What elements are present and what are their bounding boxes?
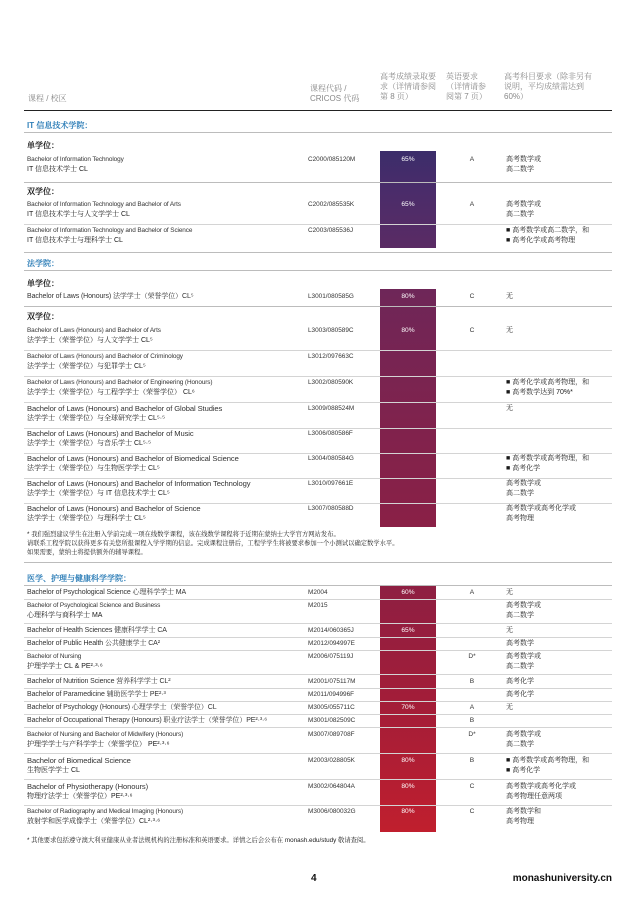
page-number: 4 <box>311 873 317 884</box>
subject-line-1: 高考化学 <box>506 678 534 685</box>
course-zh: IT 信息技术学士与理科学士 CL <box>27 237 123 244</box>
course-code: L3001/080585G <box>308 293 354 300</box>
subject-line-2: ■ 高考化学 <box>506 465 541 472</box>
course-code: M3002/064804A <box>308 783 355 790</box>
section-title-law: 法学院： <box>27 259 59 268</box>
course-code: M2012/094997E <box>308 640 355 647</box>
course-code: L3012/097663C <box>308 353 354 360</box>
row-divider <box>24 688 612 689</box>
section-divider <box>24 132 612 133</box>
header-score: 高考成绩录取要求（详情请参阅第 8 页） <box>380 72 436 101</box>
course-zh: 放射学和医学成像学士（荣誉学位）CL²·³·⁶ <box>27 818 161 825</box>
course-en: Bachelor of Psychological Science and Business <box>27 602 161 609</box>
row-divider <box>24 714 612 715</box>
course-zh: 护理学学士 CL & PE²·³·⁶ <box>27 663 103 670</box>
row-divider <box>24 674 612 675</box>
law-note-line: 如果需要，蒙纳士将提供额外的辅导课程。 <box>27 549 147 556</box>
score-value: 65% <box>401 156 415 163</box>
course-code: C2003/085536J <box>308 227 354 234</box>
course-code: M2014/060365J <box>308 627 354 634</box>
course-zh: 法学学士（荣誉学位）与全球研究学士 CL⁵·⁵ <box>27 415 166 422</box>
table-row <box>24 352 612 376</box>
course-code: M2015 <box>308 602 328 609</box>
subject-line-2: 高二数学 <box>506 612 534 619</box>
course-code: L3007/080588D <box>308 505 354 512</box>
course-en: Bachelor of Paramedicine 辅助医学学士 PE²·³ <box>27 691 166 698</box>
course-code: M3006/080032G <box>308 808 356 815</box>
course-zh: IT 信息技术学士 CL <box>27 166 88 173</box>
row-divider <box>24 701 612 702</box>
table-row <box>24 504 612 528</box>
course-code: M3007/089708F <box>308 731 355 738</box>
table-header <box>24 72 612 110</box>
course-code: M2004 <box>308 589 328 596</box>
row-divider <box>24 779 612 780</box>
subject-line-1: 高考化学 <box>506 691 534 698</box>
course-en: Bachelor of Information Technology and Bachelor of Arts <box>27 201 181 208</box>
subject-line-1: 无 <box>506 293 513 300</box>
row-divider <box>24 599 612 600</box>
subject-line-2: 高二数学 <box>506 741 534 748</box>
table-row <box>24 626 612 637</box>
score-value: 80% <box>401 293 415 300</box>
course-en: Bachelor of Laws (Honours) and Bachelor of Information Technology <box>27 479 251 488</box>
course-zh: 法学学士（荣誉学位）与音乐学士 CL⁵·⁵ <box>27 440 152 447</box>
table-row <box>24 690 612 701</box>
group-divider <box>24 182 612 183</box>
course-en: Bachelor of Psychology (Honours) 心理学学士（荣誉学位）CL <box>27 704 217 711</box>
subject-line-1: 高考数学或 <box>506 731 541 738</box>
score-value: 80% <box>401 327 415 334</box>
subject-line-2: 高二数学 <box>506 663 534 670</box>
table-row <box>24 200 612 224</box>
course-en: Bachelor of Public Health 公共健康学士 CA² <box>27 640 160 647</box>
english-level: B <box>469 717 475 724</box>
course-zh: 心理科学与商科学士 MA <box>27 612 103 619</box>
course-code: M3001/082509C <box>308 717 356 724</box>
table-row <box>24 730 612 753</box>
course-zh: 护理学学士与产科学学士（荣誉学位） PE²·³·⁶ <box>27 741 170 748</box>
table-row <box>24 226 612 250</box>
row-divider <box>24 376 612 377</box>
header-course: 课程 / 校区 <box>28 94 67 103</box>
subject-line-1: 高考数学或高考化学或 <box>506 505 576 512</box>
subject-line-2: ■ 高考化学 <box>506 767 541 774</box>
row-divider <box>24 753 612 754</box>
row-divider <box>24 224 612 225</box>
course-zh: 法学学士（荣誉学位）与人文学学士 CL⁵ <box>27 337 153 344</box>
course-code: C2000/085120M <box>308 156 356 163</box>
table-row <box>24 756 612 779</box>
course-code: M2006/075119J <box>308 653 354 660</box>
subject-line-1: 高考数学或 <box>506 201 541 208</box>
subject-line-1: ■ 高考数学或高考物理，和 <box>506 455 590 462</box>
table-row <box>24 378 612 402</box>
course-zh: 法学学士（荣誉学位）与理科学士 CL⁵ <box>27 515 146 522</box>
course-code: L3003/080589C <box>308 327 354 334</box>
score-value: 80% <box>401 783 415 790</box>
english-level: C <box>469 293 475 300</box>
table-row <box>24 588 612 599</box>
english-level: D* <box>468 653 476 660</box>
english-level: A <box>469 156 475 163</box>
english-level: A <box>469 589 475 596</box>
table-row <box>24 652 612 674</box>
course-en: Bachelor of Laws (Honours) and Bachelor of Biomedical Science <box>27 454 239 463</box>
english-level: C <box>469 783 475 790</box>
english-level: C <box>469 327 475 334</box>
section-title-med: 医学、护理与健康科学学院： <box>27 574 131 583</box>
section-title-it: IT 信息技术学院： <box>27 121 93 130</box>
subject-line-1: 无 <box>506 627 513 634</box>
subject-line-1: 高考数学 <box>506 640 534 647</box>
subject-line-1: 无 <box>506 589 513 596</box>
subject-line-1: 无 <box>506 327 513 334</box>
subject-line-1: 高考数学和 <box>506 808 541 815</box>
table-row <box>24 677 612 688</box>
course-code: L3009/088524M <box>308 405 355 412</box>
group-double: 双学位： <box>27 312 59 321</box>
subject-line-1: 无 <box>506 405 513 412</box>
group-double: 双学位： <box>27 187 59 196</box>
subject-line-1: 高考数学或高考化学或 <box>506 783 576 790</box>
table-row <box>24 292 612 304</box>
score-value: 70% <box>401 704 415 711</box>
med-note: * 其他要求包括遵守澳大利亚健康从业者法规机构的注册标准和英语要求。详情之后会公布在 monash.edu/study 敬请查阅。 <box>27 837 370 844</box>
course-en: Bachelor of Physiotherapy (Honours) <box>27 782 149 791</box>
subject-line-2: 高考物理 <box>506 515 534 522</box>
score-value: 80% <box>401 757 415 764</box>
subject-line-2: 高考物理任意两项 <box>506 793 562 800</box>
score-value: 80% <box>401 808 415 815</box>
course-en: Bachelor of Laws (Honours) 法学学士（荣誉学位）CL⁵ <box>27 293 194 300</box>
course-en: Bachelor of Nutrition Science 营养科学学士 CL² <box>27 678 171 685</box>
course-zh: 物理疗法学士（荣誉学位）PE²·³·⁶ <box>27 793 133 800</box>
subject-line-2: 高二数学 <box>506 166 534 173</box>
table-row <box>24 807 612 830</box>
subject-line-1: 高考数学或 <box>506 653 541 660</box>
english-level: B <box>469 757 475 764</box>
subject-line-1: ■ 高考数学或高考物理，和 <box>506 757 590 764</box>
course-zh: 生物医学学士 CL <box>27 767 80 774</box>
header-divider <box>24 110 612 111</box>
section-divider <box>24 252 612 253</box>
group-divider <box>24 306 612 307</box>
section-divider <box>24 270 612 271</box>
law-note-line: * 我们强烈建议学生在注册入学前完成一项在线数学课程，该在线数学课程将于近期在蒙纳士大学官方网站发布。 <box>27 531 340 538</box>
group-single: 单学位： <box>27 279 59 288</box>
course-zh: 法学学士（荣誉学位）与生物医学学士 CL⁵ <box>27 465 160 472</box>
table-row <box>24 326 612 350</box>
section-divider <box>24 562 612 563</box>
course-zh: 法学学士（荣誉学位）与犯罪学士 CL⁵ <box>27 363 146 370</box>
course-code: L3002/080590K <box>308 379 354 386</box>
subject-line-1: 高考数学或 <box>506 602 541 609</box>
course-code: M3005/055711C <box>308 704 355 711</box>
subject-line-1: 无 <box>506 704 513 711</box>
subject-line-2: 高二数学 <box>506 211 534 218</box>
course-en: Bachelor of Laws (Honours) and Bachelor of Arts <box>27 327 161 334</box>
course-code: L3010/097661E <box>308 480 354 487</box>
table-row <box>24 716 612 727</box>
course-code: M2003/028805K <box>308 757 355 764</box>
row-divider <box>24 805 612 806</box>
subject-line-1: 高考数学或 <box>506 156 541 163</box>
course-en: Bachelor of Information Technology and Bachelor of Science <box>27 227 193 234</box>
course-en: Bachelor of Health Sciences 健康科学学士 CA <box>27 627 167 634</box>
course-en: Bachelor of Occupational Therapy (Honours) 职业疗法学士（荣誉学位）PE²·³·⁶ <box>27 717 268 724</box>
subject-line-2: 高二数学 <box>506 490 534 497</box>
subject-line-1: ■ 高考化学或高考物理，和 <box>506 379 590 386</box>
table-row <box>24 782 612 805</box>
table-row <box>24 429 612 453</box>
group-single: 单学位： <box>27 141 59 150</box>
subject-line-1: 高考数学或 <box>506 480 541 487</box>
course-zh: IT 信息技术学士与人文学学士 CL <box>27 211 130 218</box>
course-en: Bachelor of Laws (Honours) and Bachelor of Criminology <box>27 353 183 360</box>
course-zh: 法学学士（荣誉学位）与工程学学士（荣誉学位） CL⁶ <box>27 389 195 396</box>
course-code: C2002/085535K <box>308 201 355 208</box>
course-code: L3006/080586F <box>308 430 353 437</box>
english-level: B <box>469 678 475 685</box>
table-row <box>24 601 612 623</box>
section-divider <box>24 585 612 586</box>
course-code: M2001/075117M <box>308 678 356 685</box>
english-level: C <box>469 808 475 815</box>
row-divider <box>24 637 612 638</box>
english-level: A <box>469 704 475 711</box>
score-value: 65% <box>401 627 415 634</box>
course-zh: 法学学士（荣誉学位）与 IT 信息技术学士 CL⁵ <box>27 490 170 497</box>
table-row <box>24 155 612 179</box>
course-code: M2011/094996F <box>308 691 355 698</box>
row-divider <box>24 402 612 403</box>
subject-line-1: ■ 高考数学或高二数学，和 <box>506 227 590 234</box>
header-subjects: 高考科目要求（除非另有说明，平均成绩需达到 60%） <box>504 72 592 101</box>
subject-line-2: ■ 高考数学达到 70%* <box>506 389 573 396</box>
row-divider <box>24 727 612 728</box>
course-code: L3004/080584G <box>308 455 354 462</box>
english-level: A <box>469 201 475 208</box>
course-en: Bachelor of Radiography and Medical Imaging (Honours) <box>27 808 183 815</box>
course-en: Bachelor of Nursing <box>27 653 82 660</box>
row-divider <box>24 350 612 351</box>
course-en: Bachelor of Laws (Honours) and Bachelor of Music <box>27 429 194 438</box>
course-en: Bachelor of Biomedical Science <box>27 756 131 765</box>
score-value: 65% <box>401 201 415 208</box>
score-value: 60% <box>401 589 415 596</box>
course-en: Bachelor of Laws (Honours) and Bachelor of Engineering (Honours) <box>27 379 213 386</box>
subject-line-2: ■ 高考化学或高考物理 <box>506 237 576 244</box>
table-row <box>24 454 612 478</box>
course-en: Bachelor of Information Technology <box>27 156 124 163</box>
course-en: Bachelor of Laws (Honours) and Bachelor of Global Studies <box>27 404 223 413</box>
subject-line-2: 高考物理 <box>506 818 534 825</box>
course-en: Bachelor of Nursing and Bachelor of Midwifery (Honours) <box>27 731 184 738</box>
course-en: Bachelor of Psychological Science 心理科学学士 MA <box>27 589 187 596</box>
table-row <box>24 703 612 714</box>
law-note-line: 请联系工程学院以获得更多有关您所报课程入学学期的信息。完成课程注册后，工程学学生将被要求参加一个小测试以确定数学水平。 <box>27 540 399 547</box>
footer-url[interactable]: monashuniversity.cn <box>512 873 612 884</box>
table-row <box>24 404 612 428</box>
english-level: D* <box>468 731 476 738</box>
header-english: 英语要求（详情请参阅第 7 页） <box>446 72 487 101</box>
course-en: Bachelor of Laws (Honours) and Bachelor of Science <box>27 504 201 513</box>
table-row <box>24 479 612 503</box>
table-row <box>24 639 612 650</box>
row-divider <box>24 623 612 624</box>
row-divider <box>24 650 612 651</box>
header-code: 课程代码 / CRICOS 代码 <box>310 84 360 103</box>
